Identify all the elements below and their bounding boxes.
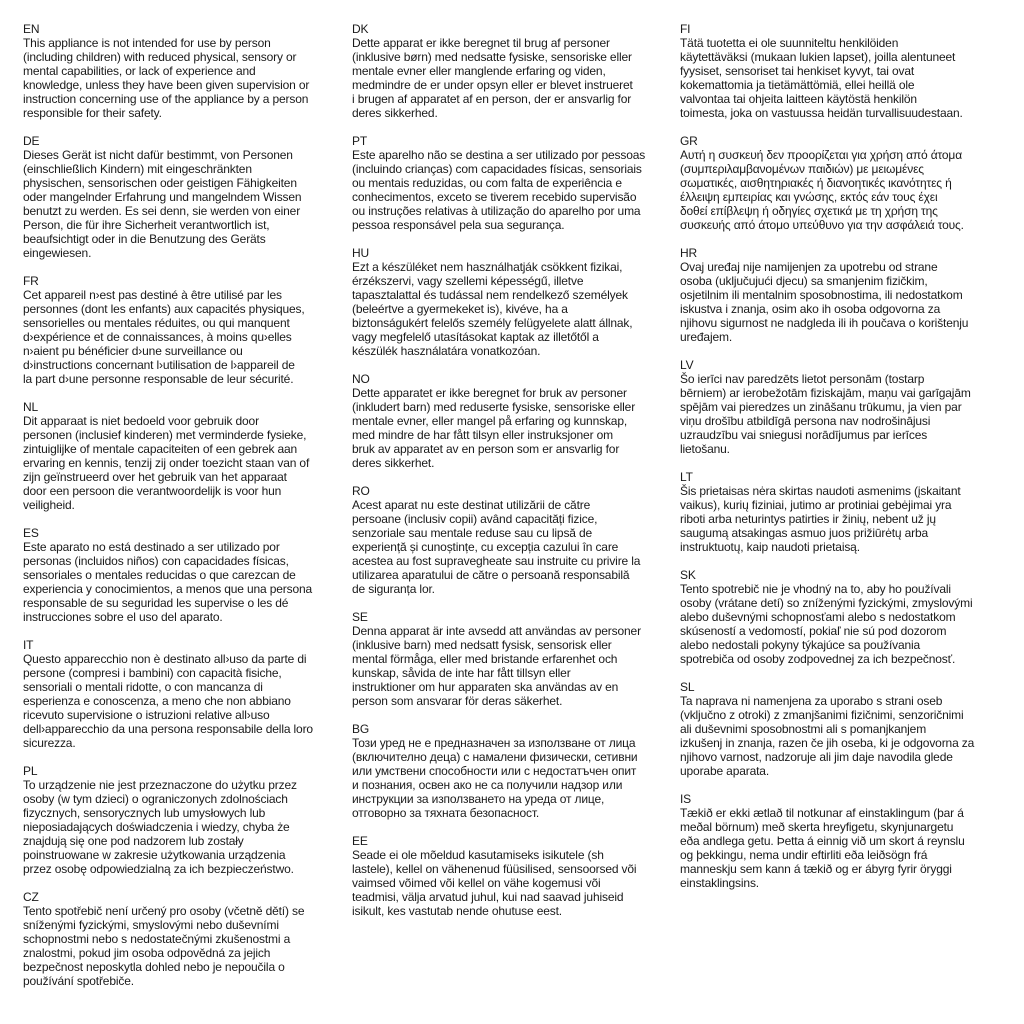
- text-line: zijn geïnstrueerd over het gebruik van het apparaat: [23, 470, 287, 484]
- text-line: spējām vai pieredzes un zināšanu trūkumu, ja vien par: [680, 400, 962, 414]
- text-line: bērniem) ar ierobežotām fiziskajām, maņu vai garīgajām: [680, 386, 971, 400]
- text-line: и познания, освен ако не са получили надзор или: [352, 778, 623, 792]
- text-line: uređajem.: [680, 330, 733, 344]
- text-line: personas (incluidos niños) con capacidades físicas,: [23, 554, 289, 568]
- text-line: esperienza e conoscenza, a meno che non abbiano: [23, 694, 291, 708]
- text-line: mental capabilities, or lack of experience and: [23, 64, 256, 78]
- language-section-pl: [23, 764, 348, 876]
- text-line: zintuiglijke of mentale capaciteiten of een gebrek aan: [23, 442, 298, 456]
- text-line: valvontaa tai ohjeita laitteen käytöstä henkilön: [680, 92, 917, 106]
- text-line: alebo nedostali pokyny týkajúce sa používania: [680, 638, 921, 652]
- language-code: GR: [680, 134, 698, 148]
- text-line: Dette apparat er ikke beregnet til brug af personer: [352, 36, 610, 50]
- column-1: [23, 22, 348, 1002]
- text-line: käytettäväksi (mukaan lukien lapset), joilla alentuneet: [680, 50, 956, 64]
- text-line: og þekkingu, nema undir eftirliti eða leiðsögn frá: [680, 848, 928, 862]
- text-line: personnes (dont les enfants) aux capacités physiques,: [23, 302, 305, 316]
- language-section-gr: [680, 134, 1020, 232]
- language-section-ro: [352, 484, 677, 596]
- text-line: osoba (uključujući djecu) sa smanjenim fizičkim,: [680, 274, 928, 288]
- text-line: instrucciones sobre el uso del aparato.: [23, 610, 223, 624]
- language-section-pt: [352, 134, 677, 232]
- text-line: persoane (inclusiv copii) având capacități fizice,: [352, 512, 598, 526]
- text-line: teadmisi, välja arvatud juhul, kui nad saavad juhiseid: [352, 890, 624, 904]
- text-line: poinstruowane w zakresie użytkowania urządzenia: [23, 848, 286, 862]
- language-code: PL: [23, 764, 38, 778]
- text-line: osoby (w tym dzieci) o ograniczonych zdolnościach: [23, 792, 288, 806]
- text-line: (inklusive børn) med nedsatte fysiske, sensoriske eller: [352, 50, 632, 64]
- text-line: door een persoon die verantwoordelijk is voor hun: [23, 484, 282, 498]
- language-code: FR: [23, 274, 39, 288]
- text-line: conhecimentos, exceto se tiverem recebido supervisão: [352, 190, 637, 204]
- text-line: responsable de su seguridad les supervise o les dé: [23, 596, 289, 610]
- text-line: Dit apparaat is niet bedoeld voor gebruik door: [23, 414, 259, 428]
- language-code: LT: [680, 470, 693, 484]
- text-line: de siguranța lor.: [352, 582, 435, 596]
- language-section-es: [23, 526, 348, 624]
- text-line: toimesta, joka on vastuussa heidän turvallisuudestaan.: [680, 106, 963, 120]
- text-line: érzékszervi, vagy szellemi képességű, illetve: [352, 274, 584, 288]
- text-line: или умствени способности или с недостатъчен опит: [352, 764, 637, 778]
- text-line: инструкции за използването на уреда от лице,: [352, 792, 605, 806]
- language-section-cz: [23, 890, 348, 988]
- text-line: vaikus), kurių fiziniai, jutimo ar protiniai gebėjimai yra: [680, 498, 952, 512]
- text-line: uporabe aparata.: [680, 764, 770, 778]
- text-line: ricevuto supervisione o istruzioni relative all›uso: [23, 708, 270, 722]
- language-code: SK: [680, 568, 696, 582]
- text-line: mental förmåga, eller med bristande erfarenhet och: [352, 652, 618, 666]
- text-line: saugumą atsakingas asmuo juos prižiūrėtų arba: [680, 526, 929, 540]
- text-line: deres sikkerhed.: [352, 106, 438, 120]
- text-line: bruk av apparatet av en person som er ansvarlig for: [352, 442, 620, 456]
- text-line: (incluindo crianças) com capacidades físicas, sensoriais: [352, 162, 642, 176]
- text-line: Acest aparat nu este destinat utilizării de către: [352, 498, 591, 512]
- text-line: ali duševnimi sposobnostmi ali s pomanjkanjem: [680, 722, 927, 736]
- text-line: senzoriale sau mentale reduse sau cu lipsă de: [352, 526, 593, 540]
- text-line: oder mangelnder Erfahrung und mangelndem Wissen: [23, 190, 302, 204]
- text-line: vagy megfelelő utasításokat kaptak az illetőtől a: [352, 330, 599, 344]
- text-line: Questo apparecchio non è destinato all›uso da parte di: [23, 652, 307, 666]
- text-line: sensoriali o mentali ridotte, o con mancanza di: [23, 680, 263, 694]
- text-line: Šis prietaisas nėra skirtas naudoti asmenims (įskaitant: [680, 484, 961, 498]
- text-line: i brugen af apparatet af en person, der er ansvarlig for: [352, 92, 632, 106]
- text-line: sensoriales o mentales reducidas o que carezcan de: [23, 568, 296, 582]
- text-line: συσκευής από άτομο υπεύθυνο για την ασφάλειά τους.: [680, 218, 964, 232]
- text-line: acestea au fost supravegheate sau instruite cu privire la: [352, 554, 641, 568]
- text-line: isikult, kes vastutab nende ohutuse eest.: [352, 904, 562, 918]
- text-line: eingewiesen.: [23, 246, 92, 260]
- text-line: osjetilnim ili mentalnim sposobnostima, ili nedostatkom: [680, 288, 963, 302]
- text-line: biztonságukért felelős személy felügyelete alatt állnak,: [352, 316, 633, 330]
- text-line: kunskap, såvida de inte har fått tillsyn eller: [352, 666, 571, 680]
- text-line: instruktuotų, kaip naudoti prietaisą.: [680, 540, 860, 554]
- text-line: uzraudzību vai sniegusi norādījumus par ierīces: [680, 428, 928, 442]
- language-code: PT: [352, 134, 368, 148]
- language-code: FI: [680, 22, 691, 36]
- text-line: tapasztalattal és tudással nem rendelkező személyek: [352, 288, 628, 302]
- text-line: lietošanu.: [680, 442, 730, 456]
- text-line: (inkludert barn) med reduserte fysiske, sensoriske eller: [352, 400, 636, 414]
- text-line: znalostmi, pokud jim osoba odpovědná za jejich: [23, 946, 271, 960]
- text-line: person som ansvarar för deras säkerhet.: [352, 694, 563, 708]
- language-section-hr: [680, 246, 1020, 344]
- text-line: mentale evner, eller mangel på erfaring og kunnskap,: [352, 414, 628, 428]
- language-section-bg: [352, 722, 677, 820]
- text-line: izkušenj in znanja, razen če jih oseba, ki je odgovorna za: [680, 736, 975, 750]
- text-line: medmindre de er under opsyn eller er blevet instrueret: [352, 78, 633, 92]
- language-section-dk: [352, 22, 677, 120]
- language-section-is: [680, 792, 1020, 890]
- text-line: nieposiadających doświadczenia i wiedzy, chyba że: [23, 820, 290, 834]
- text-line: la part d›une personne responsable de leur sécurité.: [23, 372, 294, 386]
- text-line: mentale evner eller manglende erfaring og viden,: [352, 64, 606, 78]
- language-code: NL: [23, 400, 39, 414]
- text-line: dell›apparecchio da una persona responsabile della loro: [23, 722, 313, 736]
- text-line: fyysiset, sensoriset tai henkiset kyvyt, tai ovat: [680, 64, 915, 78]
- language-section-se: [352, 610, 677, 708]
- language-code: HU: [352, 246, 370, 260]
- text-line: alebo duševnými schopnosťami alebo s nedostatkom: [680, 610, 956, 624]
- text-line: Seade ei ole mõeldud kasutamiseks isikutele (sh: [352, 848, 604, 862]
- language-code: EE: [352, 834, 368, 848]
- text-line: physischen, sensorischen oder geistigen Fähigkeiten: [23, 176, 297, 190]
- text-line: znajdują się one pod nadzorem lub zostały: [23, 834, 244, 848]
- language-section-sl: [680, 680, 1020, 778]
- text-line: Ta naprava ni namenjena za uporabo s strani oseb: [680, 694, 943, 708]
- language-code: NO: [352, 372, 370, 386]
- language-section-fr: [23, 274, 348, 386]
- text-line: meðal börnum) með skerta hreyfigetu, skynjunargetu: [680, 820, 954, 834]
- text-line: ervaring en kennis, tenzij zij onder toezicht staan van of: [23, 456, 310, 470]
- text-line: sensorielles ou mentales réduites, ou qui manquent: [23, 316, 290, 330]
- text-line: skúseností a vedomostí, pokiaľ nie sú pod dozorom: [680, 624, 947, 638]
- text-line: utilizarea aparatului de către o persoană responsabilă: [352, 568, 630, 582]
- text-line: Tækið er ekki ætlað til notkunar af einstaklingum (þar á: [680, 806, 964, 820]
- language-code: BG: [352, 722, 370, 736]
- language-code: HR: [680, 246, 698, 260]
- text-line: lastele), kellel on vähenenud füüsilised, sensoorsed või: [352, 862, 637, 876]
- text-line: responsible for their safety.: [23, 106, 162, 120]
- text-line: osoby (vrátane detí) so zníženými fyzickými, zmyslovými: [680, 596, 973, 610]
- language-section-no: [352, 372, 677, 470]
- text-line: Tätä tuotetta ei ole suunniteltu henkilöiden: [680, 36, 899, 50]
- text-line: Denna apparat är inte avsedd att användas av personer: [352, 624, 641, 638]
- text-line: Αυτή η συσκευή δεν προορίζεται για χρήση από άτομα: [680, 148, 962, 162]
- column-2: [352, 22, 677, 932]
- text-line: Dieses Gerät ist nicht dafür bestimmt, von Personen: [23, 148, 293, 162]
- language-code: DK: [352, 22, 369, 36]
- text-line: beaufsichtigt oder in die Benutzung des Geräts: [23, 232, 266, 246]
- text-line: ou mentais reduzidas, ou com falta de experiência e: [352, 176, 622, 190]
- text-line: kokemattomia ja tietämättömiä, ellei heillä ole: [680, 78, 915, 92]
- language-section-ee: [352, 834, 677, 918]
- text-line: instruction concerning use of the appliance by a person: [23, 92, 309, 106]
- language-section-en: [23, 22, 348, 120]
- text-line: Person, die für ihre Sicherheit verantwortlich ist,: [23, 218, 270, 232]
- text-line: persone (compresi i bambini) con capacità fisiche,: [23, 666, 282, 680]
- language-section-it: [23, 638, 348, 750]
- text-line: (vključno z otroki) z zmanjšanimi fizičnimi, senzoričnimi: [680, 708, 964, 722]
- language-code: EN: [23, 22, 40, 36]
- text-line: sníženými fyzickými, smyslovými nebo duševními: [23, 918, 279, 932]
- text-line: veiligheid.: [23, 498, 75, 512]
- text-line: knowledge, unless they have been given supervision or: [23, 78, 310, 92]
- text-line: Tento spotřebič není určený pro osoby (včetně dětí) se: [23, 904, 305, 918]
- text-line: riboti arba neturintys patirties ir žinių, nebent už jų: [680, 512, 936, 526]
- text-line: δοθεί επίβλεψη ή οδηγίες σχετικά με τη χρήση της: [680, 204, 938, 218]
- text-line: Този уред не е предназначен за използване от лица: [352, 736, 636, 750]
- text-line: Ezt a készüléket nem használhatják csökkent fizikai,: [352, 260, 623, 274]
- language-code: IS: [680, 792, 692, 806]
- text-line: njihovu sigurnost ne nadgleda ili ih poučava o korištenju: [680, 316, 969, 330]
- text-line: Dette apparatet er ikke beregnet for bruk av personer: [352, 386, 627, 400]
- language-code: LV: [680, 358, 694, 372]
- text-line: njihovo varnost, nadzoruje ali jim daje navodila glede: [680, 750, 953, 764]
- language-code: IT: [23, 638, 34, 652]
- text-line: experiencia y conocimientos, a menos que una persona: [23, 582, 313, 596]
- text-line: med mindre de har fått tilsyn eller instruksjoner om: [352, 428, 613, 442]
- language-section-lv: [680, 358, 1020, 456]
- text-line: deres sikkerhet.: [352, 456, 435, 470]
- text-line: fizycznych, sensorycznych lub umysłowych lub: [23, 806, 266, 820]
- text-line: experiență și cunoștințe, cu excepția cazului în care: [352, 540, 619, 554]
- text-line: Este aparelho não se destina a ser utilizado por pessoas: [352, 148, 646, 162]
- text-line: instruktioner om hur apparaten ska användas av en: [352, 680, 619, 694]
- text-line: einstaklingsins.: [680, 876, 759, 890]
- text-line: viņu drošību atbildīgā persona nav nodrošinājusi: [680, 414, 931, 428]
- text-line: manneskju sem kann á tækið og er ábyrg fyrir öryggi: [680, 862, 952, 876]
- language-code: SL: [680, 680, 695, 694]
- language-section-hu: [352, 246, 677, 358]
- text-line: d›instructions concernant l›utilisation de l›appareil de: [23, 358, 295, 372]
- language-code: RO: [352, 484, 370, 498]
- text-line: έλλειψη εμπειρίας και γνώσης, εκτός εάν τους έχει: [680, 190, 938, 204]
- language-section-de: [23, 134, 348, 260]
- text-line: vaimsed võimed või kellel on vähe kogemusi või: [352, 876, 601, 890]
- text-line: eða andlega getu. Þetta á einnig við um skort á reynslu: [680, 834, 965, 848]
- text-line: pessoa responsável pela sua segurança.: [352, 218, 565, 232]
- column-3: [680, 22, 1020, 904]
- text-line: σωματικές, αισθητηριακές ή διανοητικές ικανότητες ή: [680, 176, 952, 190]
- language-code: DE: [23, 134, 40, 148]
- language-code: CZ: [23, 890, 39, 904]
- language-code: SE: [352, 610, 368, 624]
- text-line: Tento spotrebič nie je vhodný na to, aby ho používali: [680, 582, 951, 596]
- text-line: (beleértve a gyermekeket is), kivéve, ha a: [352, 302, 568, 316]
- text-line: (включително деца) с намалени физически, сетивни: [352, 750, 638, 764]
- text-line: používání spotřebiče.: [23, 974, 134, 988]
- language-section-fi: [680, 22, 1020, 120]
- language-section-lt: [680, 470, 1020, 554]
- text-line: bezpečnost neposkytla dohled nebo je nepoučila o: [23, 960, 285, 974]
- text-line: schopnostmi nebo s nedostatečnými zkušenostmi a: [23, 932, 291, 946]
- text-line: This appliance is not intended for use by person: [23, 36, 271, 50]
- text-line: benutzt zu werden. Es sei denn, sie werden von einer: [23, 204, 301, 218]
- language-section-sk: [680, 568, 1020, 666]
- text-line: ou instruções relativas à utilização do aparelho por uma: [352, 204, 641, 218]
- text-line: iskustva i znanja, osim ako ih osoba odgovorna za: [680, 302, 941, 316]
- text-line: отговорно за тяхната безопасност.: [352, 806, 540, 820]
- text-line: n›aient pu bénéficier d›une surveillance ou: [23, 344, 243, 358]
- text-line: (συμπεριλαμβανομένων παιδιών) με μειωμένες: [680, 162, 924, 176]
- text-line: Este aparato no está destinado a ser utilizado por: [23, 540, 280, 554]
- text-line: (einschließlich Kindern) mit eingeschränkten: [23, 162, 252, 176]
- text-line: personen (inclusief kinderen) met verminderde fysieke,: [23, 428, 307, 442]
- text-line: Šo ierīci nav paredzēts lietot personām (tostarp: [680, 372, 925, 386]
- text-line: spotrebiča od osoby zodpovednej za ich bezpečnosť.: [680, 652, 956, 666]
- text-line: d›expérience et de connaissances, à moins qu›elles: [23, 330, 292, 344]
- text-line: (inklusive barn) med nedsatt fysisk, sensorisk eller: [352, 638, 612, 652]
- text-line: sicurezza.: [23, 736, 76, 750]
- language-code: ES: [23, 526, 39, 540]
- text-line: Ovaj uređaj nije namijenjen za upotrebu od strane: [680, 260, 938, 274]
- text-line: przez osobę odpowiedzialną za ich bezpieczeństwo.: [23, 862, 294, 876]
- text-line: készülék használatára vonatkozóan.: [352, 344, 541, 358]
- text-line: Cet appareil n›est pas destiné à être utilisé par les: [23, 288, 282, 302]
- language-section-nl: [23, 400, 348, 512]
- text-line: (including children) with reduced physical, sensory or: [23, 50, 297, 64]
- text-line: To urządzenie nie jest przeznaczone do użytku przez: [23, 778, 297, 792]
